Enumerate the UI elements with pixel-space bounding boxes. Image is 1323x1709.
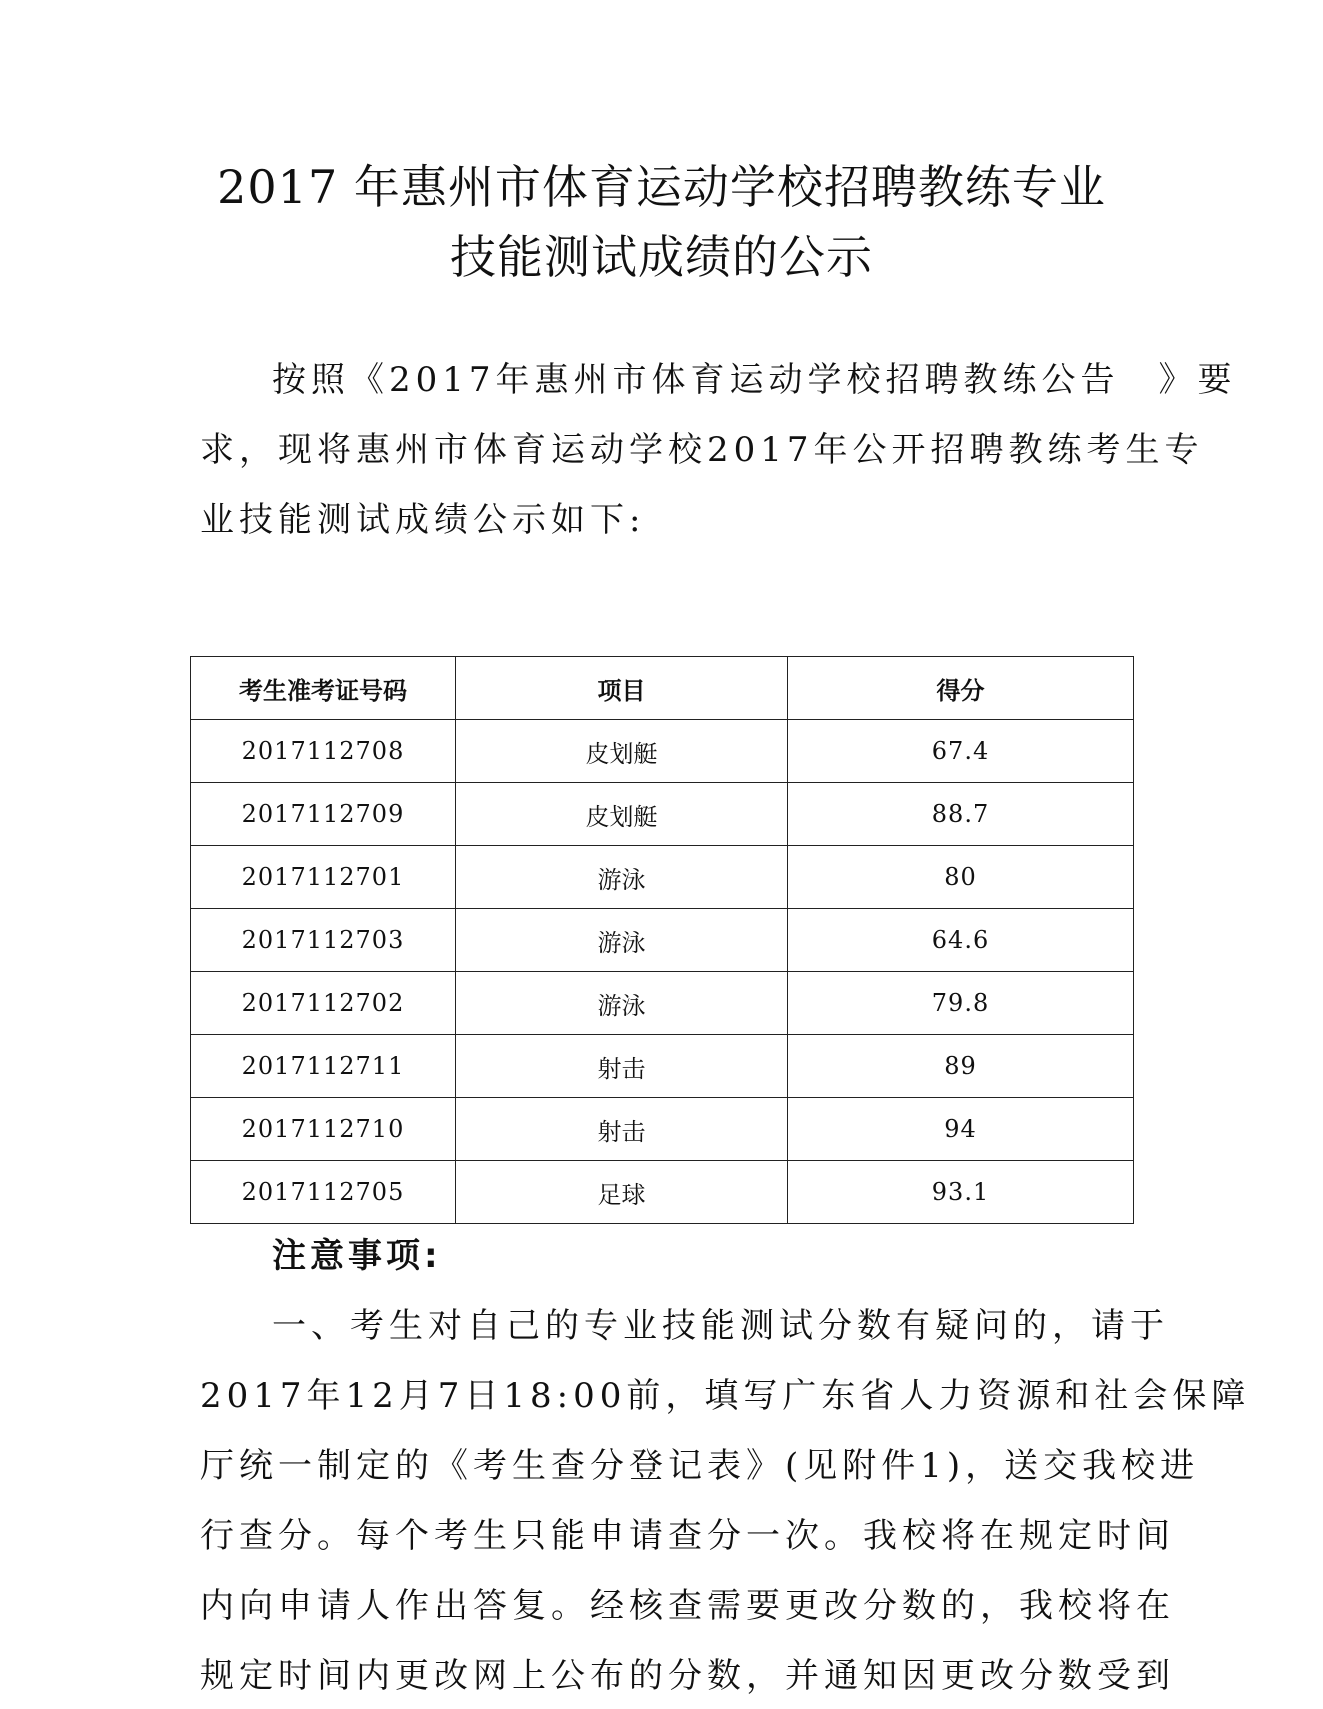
table-row: [191, 909, 1134, 972]
table-row: [191, 1035, 1134, 1098]
cell-score: 93.1: [788, 1161, 1134, 1224]
cell-item: 皮划艇: [456, 720, 788, 783]
table-row: [191, 783, 1134, 846]
cell-item: 游泳: [456, 909, 788, 972]
cell-score: 88.7: [788, 783, 1134, 846]
table-row: [191, 846, 1134, 909]
document-title-line-1: 2017 年惠州市体育运动学校招聘教练专业: [217, 160, 1106, 214]
intro-line-2: 求，现将惠州市体育运动学校2017年公开招聘教练考生专: [200, 430, 1204, 470]
table-row: [191, 1098, 1134, 1161]
header-item: 项目: [456, 657, 788, 720]
cell-exam-id: 2017112702: [191, 972, 456, 1035]
header-exam-id: 考生准考证号码: [191, 657, 456, 720]
table-row: [191, 972, 1134, 1035]
cell-exam-id: 2017112701: [191, 846, 456, 909]
cell-score: 79.8: [788, 972, 1134, 1035]
document-title-line-2: 技能测试成绩的公示: [450, 230, 873, 284]
cell-item: 射击: [456, 1035, 788, 1098]
table-row: [191, 1161, 1134, 1224]
intro-line-1: 按照《2017年惠州市体育运动学校招聘教练公告 》要: [272, 360, 1237, 400]
table-header-row: [191, 657, 1134, 720]
cell-exam-id: 2017112703: [191, 909, 456, 972]
cell-item: 游泳: [456, 846, 788, 909]
cell-score: 67.4: [788, 720, 1134, 783]
table-row: [191, 720, 1134, 783]
cell-item: 皮划艇: [456, 783, 788, 846]
cell-score: 89: [788, 1035, 1134, 1098]
cell-score: 94: [788, 1098, 1134, 1161]
intro-line-3: 业技能测试成绩公示如下:: [200, 500, 646, 540]
notes-line-1: 一、考生对自己的专业技能测试分数有疑问的，请于: [272, 1306, 1169, 1346]
notes-line-6: 规定时间内更改网上公布的分数，并通知因更改分数受到: [200, 1656, 1175, 1696]
cell-item: 足球: [456, 1161, 788, 1224]
cell-score: 64.6: [788, 909, 1134, 972]
cell-exam-id: 2017112710: [191, 1098, 456, 1161]
cell-exam-id: 2017112708: [191, 720, 456, 783]
notes-line-5: 内向申请人作出答复。经核查需要更改分数的，我校将在: [200, 1586, 1175, 1626]
notes-line-4: 行查分。每个考生只能申请查分一次。我校将在规定时间: [200, 1516, 1175, 1556]
cell-exam-id: 2017112711: [191, 1035, 456, 1098]
scores-table: [190, 656, 1134, 1224]
notes-line-2: 2017年12月7日18:00前，填写广东省人力资源和社会保障: [200, 1376, 1251, 1416]
cell-item: 射击: [456, 1098, 788, 1161]
header-score: 得分: [788, 657, 1134, 720]
cell-item: 游泳: [456, 972, 788, 1035]
cell-score: 80: [788, 846, 1134, 909]
cell-exam-id: 2017112705: [191, 1161, 456, 1224]
notes-line-3: 厅统一制定的《考生查分登记表》(见附件1)，送交我校进: [200, 1446, 1200, 1486]
notes-heading: 注意事项:: [272, 1236, 442, 1276]
cell-exam-id: 2017112709: [191, 783, 456, 846]
